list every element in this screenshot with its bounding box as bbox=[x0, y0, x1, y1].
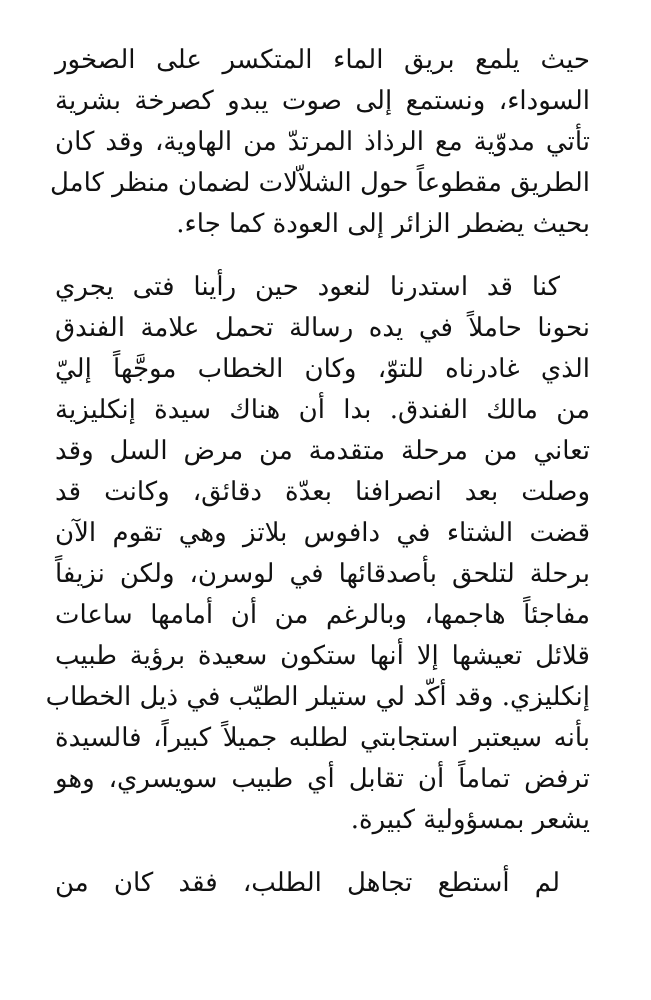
text-line: تأتي مدوّية مع الرذاذ المرتدّ من الهاوية، وقد كان bbox=[55, 127, 590, 157]
text-line: برحلة لتلحق بأصدقائها في لوسرن، ولكن نزيفاً bbox=[55, 559, 590, 589]
paragraph-2 bbox=[45, 267, 590, 841]
text-line: إنكليزي. وقد أكّد لي ستيلر الطيّب في ذيل الخطاب bbox=[45, 682, 590, 712]
text-line: قلائل تعيشها إلا أنها ستكون سعيدة برؤية طبيب bbox=[55, 641, 590, 671]
text-line: مفاجئاً هاجمها، وبالرغم من أن أمامها ساعات bbox=[55, 600, 590, 630]
text-line: حيث يلمع بريق الماء المتكسر على الصخور bbox=[55, 45, 590, 75]
text-line: لم أستطع تجاهل الطلب، فقد كان من bbox=[55, 868, 560, 898]
text-line: بحيث يضطر الزائر إلى العودة كما جاء. bbox=[176, 209, 590, 239]
text-line: كنا قد استدرنا لنعود حين رأينا فتى يجري bbox=[55, 272, 560, 302]
text-line: نحونا حاملاً في يده رسالة تحمل علامة الفندق bbox=[55, 313, 590, 343]
text-line: السوداء، ونستمع إلى صوت يبدو كصرخة بشرية bbox=[55, 86, 590, 116]
text-line: الذي غادرناه للتوّ، وكان الخطاب موجَّهاً إليّ bbox=[55, 354, 590, 384]
paragraph-1 bbox=[49, 40, 590, 245]
text-line: يشعر بمسؤولية كبيرة. bbox=[350, 805, 590, 835]
paragraph-3 bbox=[55, 863, 590, 904]
text-line: الطريق مقطوعاً حول الشلاّلات لضمان منظر كامل bbox=[49, 168, 590, 198]
text-line: من مالك الفندق. بدا أن هناك سيدة إنكليزية bbox=[55, 395, 590, 425]
text-line: ترفض تماماً أن تقابل أي طبيب سويسري، وهو bbox=[55, 764, 590, 794]
text-line: قضت الشتاء في دافوس بلاتز وهي تقوم الآن bbox=[55, 518, 590, 548]
text-line: تعاني من مرحلة متقدمة من مرض السل وقد bbox=[55, 436, 590, 466]
book-page bbox=[45, 40, 590, 926]
text-line: وصلت بعد انصرافنا بعدّة دقائق، وكانت قد bbox=[55, 477, 590, 507]
text-line: بأنه سيعتبر استجابتي لطلبه جميلاً كبيراً، فالسيدة bbox=[55, 723, 590, 753]
